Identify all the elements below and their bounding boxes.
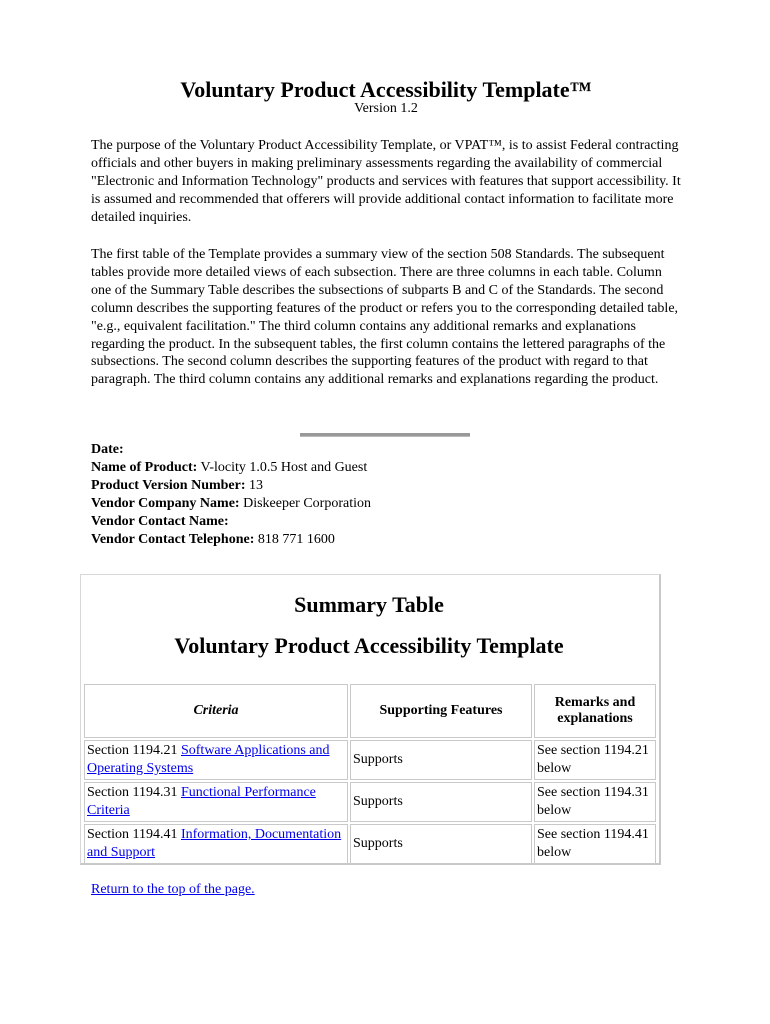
page-title: Voluntary Product Accessibility Template™ bbox=[180, 77, 592, 102]
vendor-phone-value: 818 771 1600 bbox=[257, 532, 335, 547]
support-cell: Supports bbox=[350, 740, 532, 780]
product-name-label: Name of Product: bbox=[91, 460, 198, 475]
horizontal-rule bbox=[300, 433, 470, 437]
date-line bbox=[91, 441, 371, 459]
section-prefix: Section 1194.41 bbox=[87, 827, 181, 842]
software-applications-link[interactable]: Software Applications and Operating Systems bbox=[87, 743, 330, 776]
criteria-cell bbox=[84, 740, 348, 780]
product-info bbox=[91, 441, 371, 549]
functional-performance-link[interactable]: Functional Performance Criteria bbox=[87, 785, 316, 818]
intro-paragraph-2: The first table of the Template provides a summary view of the section 508 Standards. The subsequent tables provide more detailed views of each subsection. There are three columns in each table. Column one of the Summary Table describes the subsections of subparts B and C of the Standards. The second column describes the supporting features of the product or refers you to the corresponding detailed table, "e.g., equivalent facilitation." The third column contains any additional remarks and explanations regarding the product. In the subsequent tables, the first column contains the lettered paragraphs of the subsections. The second column describes the supporting features of the product with regard to that paragraph. The third column contains any additional remarks and explanations regarding the product. bbox=[91, 247, 679, 388]
table-header-row bbox=[84, 684, 656, 738]
remarks-header: Remarks and explanations bbox=[534, 684, 656, 738]
summary-title: Summary Table bbox=[294, 592, 444, 617]
criteria-header: Criteria bbox=[84, 684, 348, 738]
section-prefix: Section 1194.31 bbox=[87, 785, 181, 800]
vendor-phone-label: Vendor Contact Telephone: bbox=[91, 532, 255, 547]
criteria-cell bbox=[84, 824, 348, 864]
remarks-cell: See section 1194.31 below bbox=[534, 782, 656, 822]
vendor-company-label: Vendor Company Name: bbox=[91, 496, 240, 511]
table-row bbox=[84, 740, 656, 780]
remarks-cell: See section 1194.41 below bbox=[534, 824, 656, 864]
version-label: Version 1.2 bbox=[354, 101, 418, 116]
summary-table bbox=[82, 682, 658, 866]
vendor-company-value: Diskeeper Corporation bbox=[243, 496, 371, 511]
return-to-top-link[interactable]: Return to the top of the page. bbox=[91, 882, 255, 897]
vendor-contact-label: Vendor Contact Name: bbox=[91, 514, 229, 529]
vendor-company-line bbox=[91, 495, 371, 513]
vendor-phone-line bbox=[91, 531, 371, 549]
table-row bbox=[84, 824, 656, 864]
remarks-cell: See section 1194.21 below bbox=[534, 740, 656, 780]
table-row bbox=[84, 782, 656, 822]
product-version-line bbox=[91, 477, 371, 495]
product-name-value: V-locity 1.0.5 Host and Guest bbox=[200, 460, 368, 475]
information-documentation-link[interactable]: Information, Documentation and Support bbox=[87, 827, 342, 860]
section-prefix: Section 1194.21 bbox=[87, 743, 181, 758]
date-label: Date: bbox=[91, 442, 124, 457]
supporting-features-header: Supporting Features bbox=[350, 684, 532, 738]
support-cell: Supports bbox=[350, 782, 532, 822]
support-cell: Supports bbox=[350, 824, 532, 864]
product-version-value: 13 bbox=[249, 478, 264, 493]
product-version-label: Product Version Number: bbox=[91, 478, 246, 493]
vendor-contact-line bbox=[91, 513, 371, 531]
product-name-line bbox=[91, 459, 371, 477]
intro-paragraph-1: The purpose of the Voluntary Product Accessibility Template, or VPAT™, is to assist Federal contracting officials and other buyers in making preliminary assessments regarding the availability of commercial "Electronic and Information Technology" products and services with features that support accessibility. It is assumed and recommended that offerers will provide additional contact information to facilitate more detailed inquiries. bbox=[91, 138, 681, 225]
summary-subtitle: Voluntary Product Accessibility Template bbox=[174, 633, 564, 658]
criteria-cell bbox=[84, 782, 348, 822]
